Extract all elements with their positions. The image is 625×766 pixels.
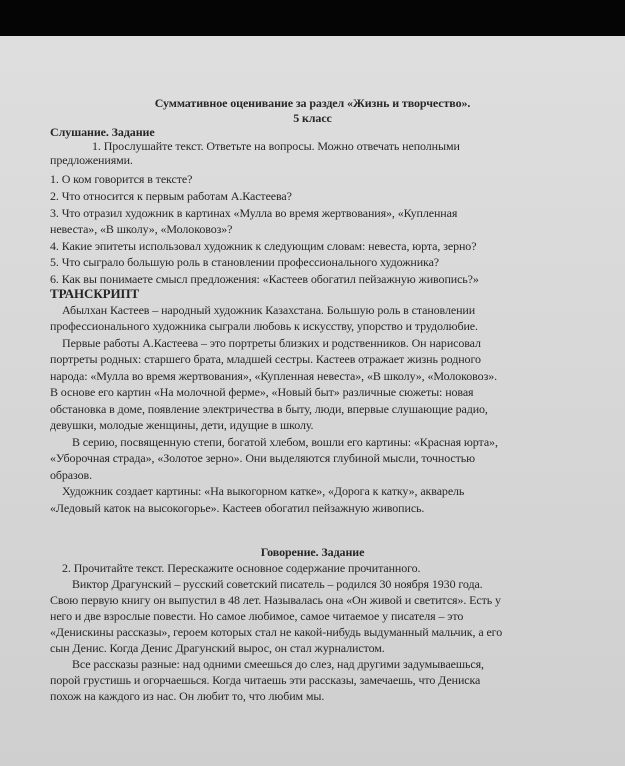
speaking-text-line: «Денискины рассказы», героем которых стал не какой-нибудь выдуманный мальчик, а его [50, 625, 503, 639]
grade-label: 5 класс [293, 111, 332, 125]
transcript-heading: ТРАНСКРИПТ [50, 286, 140, 301]
dark-top-band [0, 0, 625, 36]
transcript-line: девушки, молодые женщины, дети, идущие в школу. [50, 418, 314, 432]
transcript-line: Художник создает картины: «На выкогорном катке», «Дорога к катку», акварель [62, 484, 465, 498]
listening-heading: Слушание. Задание [50, 125, 155, 139]
question-line: 1. О ком говорится в тексте? [50, 172, 193, 186]
speaking-text-line: него и две взрослые повести. Но самое любимое, самое читаемое у писателя – это [50, 609, 464, 623]
transcript-line: В основе его картин «На молочной ферме», «Новый быт» различные сюжеты: новая [50, 385, 474, 399]
transcript-line: образов. [50, 468, 92, 482]
transcript-line: В серию, посвященную степи, богатой хлебом, вошли его картины: «Красная юрта», [72, 435, 498, 449]
question-line: невеста», «В школу», «Молоковоз»? [50, 222, 233, 236]
speaking-text-line: похож на каждого из нас. Он любит то, что любим мы. [50, 689, 325, 703]
transcript-line: «Уборочная страда», «Золотое зерно». Они выделяются глубиной мысли, точностью [50, 451, 476, 465]
transcript-line: Первые работы А.Кастеева – это портреты близких и родственников. Он нарисовал [62, 336, 481, 350]
speaking-heading: Говорение. Задание [260, 545, 365, 559]
transcript-line: народа: «Мулла во время жертвования», «Купленная невеста», «В школу», «Молоковоз». [50, 369, 498, 383]
transcript-line: обстановка в доме, появление электричества в быту, люди, впервые слушающие радио, [50, 402, 488, 416]
listening-instruction-line: предложениями. [50, 153, 133, 167]
speaking-text-line: Виктор Драгунский – русский советский писатель – родился 30 ноября 1930 года. [72, 577, 483, 591]
question-line: 2. Что относится к первым работам А.Кастеева? [50, 189, 292, 203]
question-line: 5. Что сыграло большую роль в становлении профессионального художника? [50, 255, 440, 269]
speaking-task: 2. Прочитайте текст. Перескажите основное содержание прочитанного. [62, 561, 421, 575]
transcript-line: портреты родных: старшего брата, младшей сестры. Кастеев отражает жизнь родного [50, 352, 481, 366]
question-line: 4. Какие эпитеты использовал художник к следующим словам: невеста, юрта, зерно? [50, 239, 477, 253]
speaking-text-line: Все рассказы разные: над одними смеешься до слез, над другими задумываешься, [72, 657, 484, 671]
speaking-text-line: Свою первую книгу он выпустил в 48 лет. Называлась она «Он живой и светится». Есть у [50, 593, 501, 607]
worksheet-page [0, 36, 625, 766]
speaking-text-line: сын Денис. Когда Денис Драгунский вырос, он стал журналистом. [50, 641, 385, 655]
question-line: 3. Что отразил художник в картинах «Мулла во время жертвования», «Купленная [50, 206, 458, 220]
transcript-line: Абылхан Кастеев – народный художник Казахстана. Большую роль в становлении [62, 303, 476, 317]
transcript-line: «Ледовый каток на высокогорье». Кастеев обогатил пейзажную живопись. [50, 501, 425, 515]
speaking-text-line: порой грустишь и огорчаешься. Когда читаешь эти рассказы, замечаешь, что Дениска [50, 673, 481, 687]
listening-instruction-line: 1. Прослушайте текст. Ответьте на вопросы. Можно отвечать неполными [92, 139, 460, 153]
document-title: Суммативное оценивание за раздел «Жизнь и творчество». [154, 96, 471, 110]
transcript-line: профессионального художника сыграли любовь к искусству, упорство и трудолюбие. [50, 319, 478, 333]
question-line: 6. Как вы понимаете смысл предложения: «Кастеев обогатил пейзажную живопись?» [50, 272, 479, 286]
